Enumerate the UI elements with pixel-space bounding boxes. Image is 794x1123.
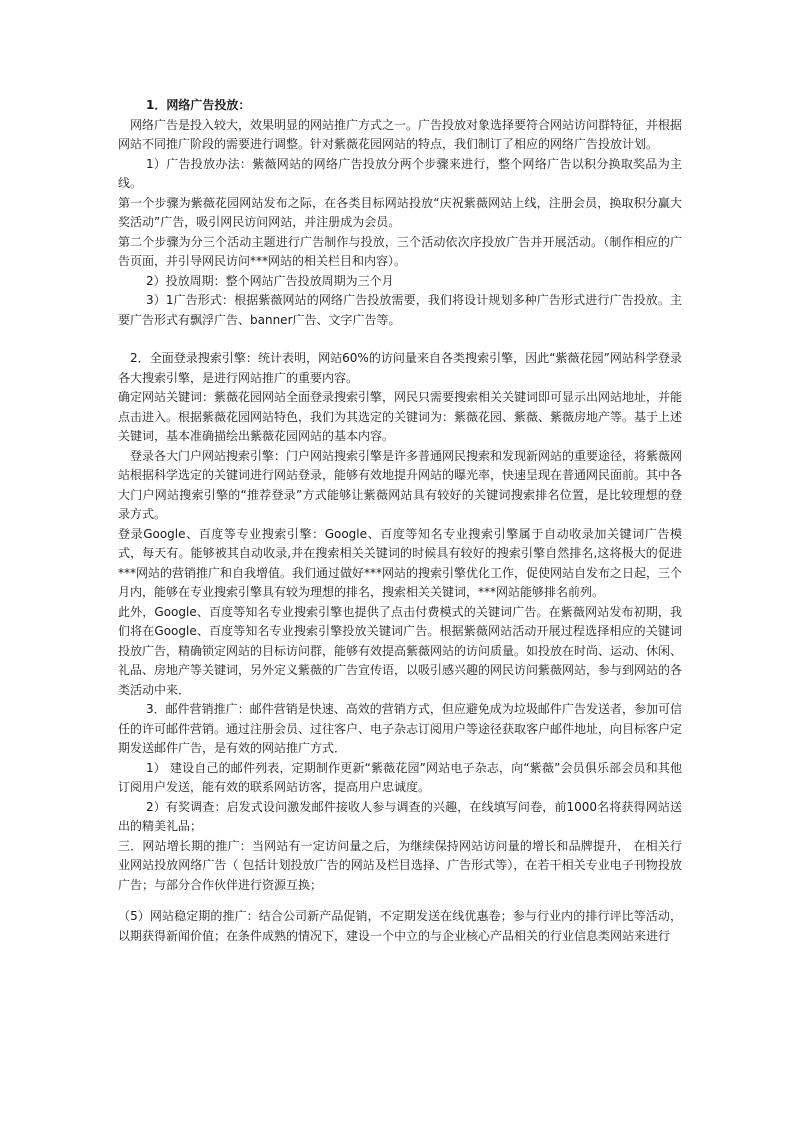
paragraph: 此外，Google、百度等知名专业搜索引擎也提供了点击付费模式的关键词广告。在紫薇网站发布初期，我们将在Google、百度等知名专业搜索引擎投放关键词广告。根据紫薇网站活动开展过程选择相应的关键词投放广告，精确锁定网站的目标访问群，能够有效提高紫薇网站的访问质量。如投放在时尚、运动、休闲、礼品、房地产等关键词，另外定义紫薇的广告宣传语，以吸引感兴趣的网民访问紫薇网站，参与到网站的各类活动中来． [118, 604, 683, 697]
spacer [118, 895, 682, 907]
paragraph: 第一个步骤为紫薇花园网站发布之际，在各类目标网站投放“庆祝紫薇网站上线，注册会员，换取积分赢大奖活动”广告，吸引网民访问网站，并注册成为会员。 [118, 195, 682, 229]
paragraph: （5）网站稳定期的推广：结合公司新产品促销，不定期发送在线优惠卷；参与行业内的排行评比等活动，以期获得新闻价值；在条件成熟的情况下，建设一个中立的与企业核心产品相关的行业信息类网站来进行 [118, 909, 682, 943]
paragraph: 网络广告是投入较大，效果明显的网站推广方式之一。广告投放对象选择要符合网站访问群特征，并根据网站不同推广阶段的需要进行调整。针对紫薇花园网站的特点，我们制订了相应的网络广告投放计划。 [118, 117, 683, 151]
paragraph: 2）投放周期：整个网站广告投放周期为三个月 [146, 273, 394, 288]
paragraph: 3）1广告形式：根据紫薇网站的网络广告投放需要，我们将设计规划多种广告形式进行广告投放。主要广告形式有飘浮广告、banner广告、文字广告等。 [118, 293, 682, 327]
paragraph: 登录Google、百度等专业搜索引擎：Google、百度等知名专业搜索引擎属于自动收录加关键词广告模式，每天有。能够被其自动收录,并在搜索相关关键词的时候具有较好的搜索引擎自然排名,这将极大的促进***网站的营销推广和自我增值。我们通过做好***网站的搜索引擎优化工作，促使网站自发布之日起，三个月内，能够在专业搜索引擎具有较为理想的排名，搜索相关关键词，***网站能够排名前列。 [118, 526, 683, 599]
spacer [118, 330, 682, 349]
heading-3: 3．邮件营销推广：邮件营销是快速、高效的营销方式，但应避免成为垃圾邮件广告发送者，参加可信任的许可邮件营销。通过注册会员、过往客户、电子杂志订阅用户等途径获取客户邮件地址，向目标客户定期发送邮件广告，是有效的网站推广方式． [118, 702, 683, 755]
paragraph: 确定网站关键词：紫薇花园网站全面登录搜索引擎，网民只需要搜索相关关键词即可显示出网站地址，并能点击进入。根据紫薇花园网站特色，我们为其选定的关键词为：紫薇花园、紫薇、紫薇房地产等。基于上述关键词，基本准确描绘出紫薇花园网站的基本内容。 [118, 390, 683, 443]
paragraph: 三．网站增长期的推广：当网站有一定访问量之后，为继续保持网站访问量的增长和品牌提升， 在相关行业网站投放网络广告（ 包括计划投放广告的网站及栏目选择、广告形式等），在若干相关专业电子刊物投放广告；与部分合作伙伴进行资源互换； [118, 838, 682, 892]
paragraph: 登录各大门户网站搜索引擎：门户网站搜索引擎是许多普通网民搜索和发现新网站的重要途径，将紫薇网站根据科学选定的关键词进行网站登录，能够有效地提升网站的曝光率，快速呈现在普通网民面前。其中各大门户网站搜索引擎的“推荐登录”方式能够让紫薇网站具有较好的关键词搜索排名位置，是比较理想的登录方式。 [118, 448, 683, 521]
paragraph: 1） 建设自己的邮件列表，定期制作更新“紫薇花园”网站电子杂志，向“紫薇”会员俱乐部会员和其他订阅用户发送，能有效的联系网站访客，提高用户忠诚度。 [118, 760, 682, 794]
heading-2: 2．全面登录搜索引擎：统计表明，网站60%的访问量来自各类搜索引擎，因此“紫薇花园”网站科学登录各大搜索引擎，是进行网站推广的重要内容。 [118, 351, 682, 385]
paragraph: 1）广告投放办法：紫薇网站的网络广告投放分两个步骤来进行，整个网络广告以积分换取奖品为主线。 [118, 156, 682, 190]
document-page [118, 96, 682, 946]
heading-1: 1．网络广告投放： [146, 98, 251, 112]
paragraph: 2）有奖调查：启发式设问激发邮件接收人参与调查的兴趣，在线填写问卷，前1000名将获得网站送出的精美礼品； [118, 799, 682, 833]
paragraph: 第二个步骤为分三个活动主题进行广告制作与投放，三个活动依次序投放广告并开展活动。（制作相应的广告页面，并引导网民访问***网站的相关栏目和内容）。 [118, 234, 682, 268]
